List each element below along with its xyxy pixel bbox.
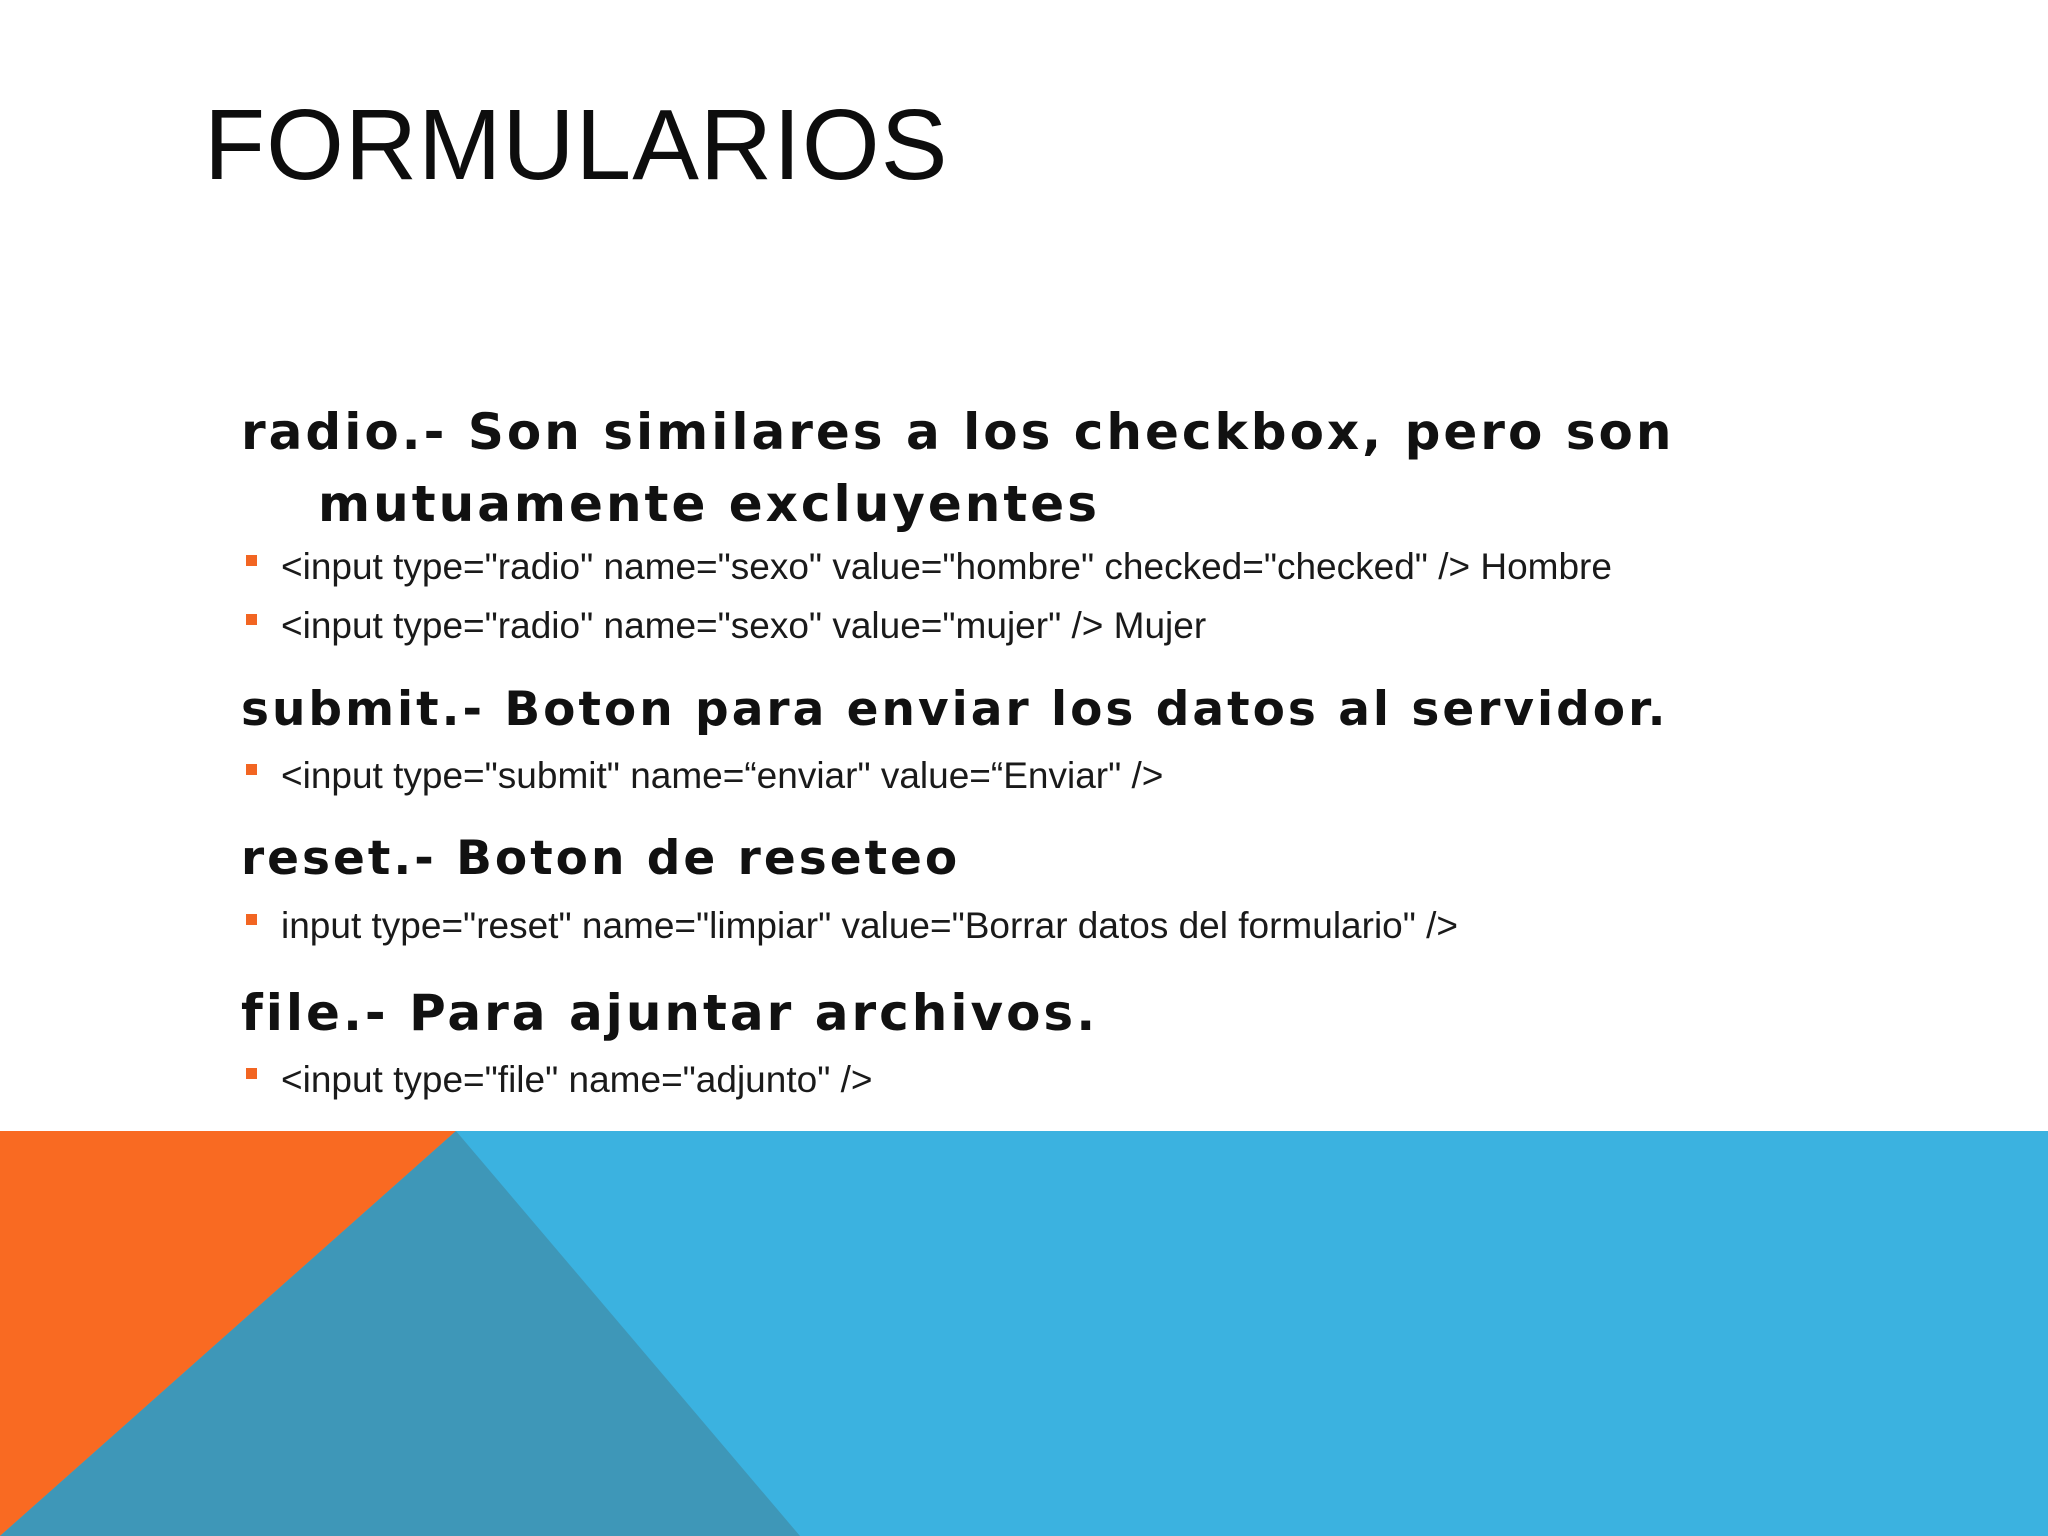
bullet-square-icon [246,914,257,925]
bullet-reset [246,904,1458,948]
bullet-text: <input type="submit" name=“enviar" value=“Enviar" /> [281,755,1164,796]
heading-radio-line2: mutuamente excluyentes [318,475,1100,533]
bullet-square-icon [246,1068,257,1079]
bullet-radio-hombre [246,545,1612,589]
bullet-radio-mujer [246,604,1206,648]
heading-radio [241,396,1674,540]
heading-submit: submit.- Boton para enviar los datos al servidor. [241,682,1669,737]
heading-reset: reset.- Boton de reseteo [241,831,961,886]
heading-radio-line1: radio.- Son similares a los checkbox, pero son [241,403,1675,461]
bullet-file [246,1058,873,1102]
footer-decoration [0,1131,2048,1536]
bullet-square-icon [246,764,257,775]
slide-title: FORMULARIOS [204,89,949,201]
bullet-square-icon [246,555,257,566]
bullet-submit [246,754,1163,798]
bullet-text: input type="reset" name="limpiar" value="Borrar datos del formulario" /> [281,905,1459,946]
heading-file: file.- Para ajuntar archivos. [241,984,1099,1042]
bullet-text: <input type="radio" name="sexo" value="mujer" /> Mujer [281,605,1207,646]
bullet-text: <input type="file" name="adjunto" /> [281,1059,873,1100]
bullet-square-icon [246,614,257,625]
bullet-text: <input type="radio" name="sexo" value="hombre" checked="checked" /> Hombre [281,546,1612,587]
